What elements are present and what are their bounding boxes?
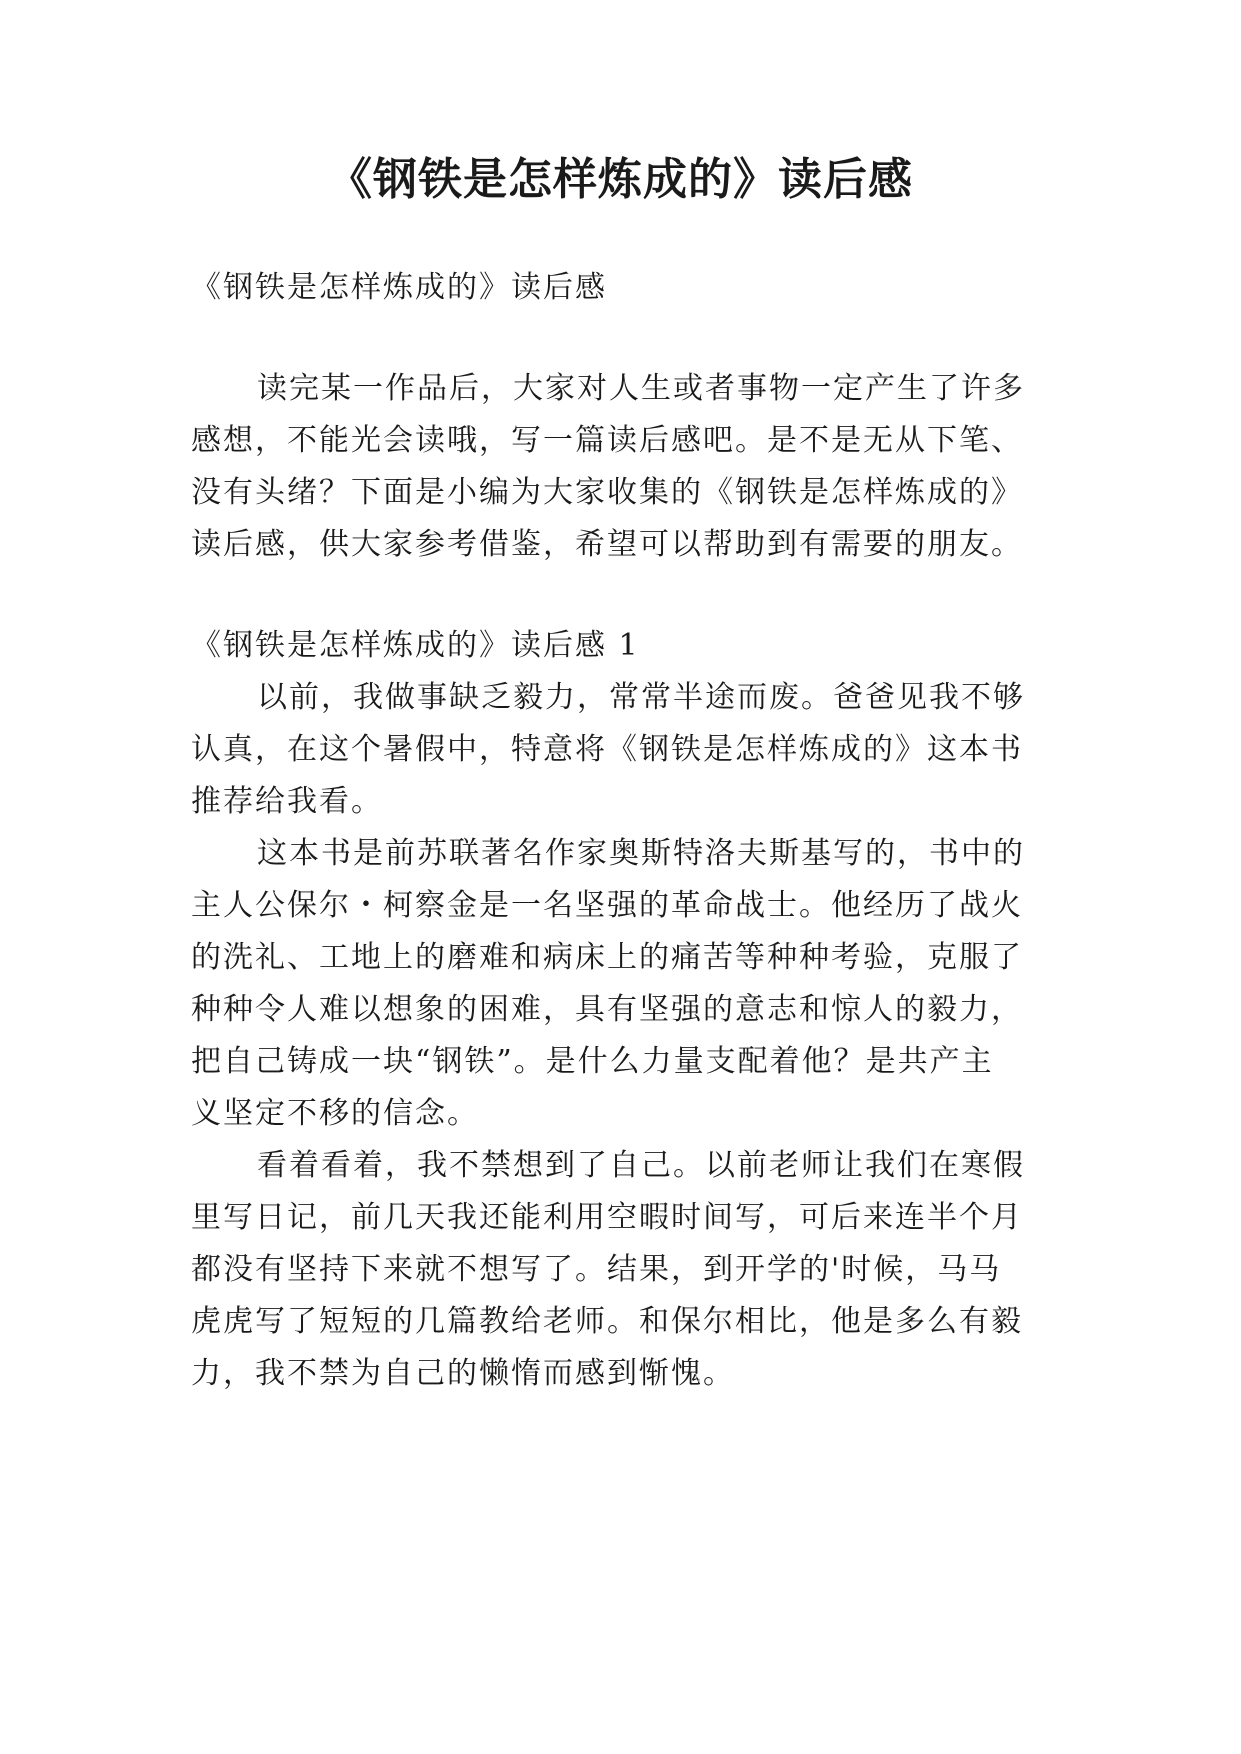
paragraph2-line-6: 义坚定不移的信念。 bbox=[191, 1096, 479, 1131]
document-subtitle: 《钢铁是怎样炼成的》读后感 bbox=[191, 270, 607, 305]
paragraph2-line-1: 这本书是前苏联著名作家奥斯特洛夫斯基写的，书中的 bbox=[257, 836, 1025, 871]
paragraph2-line-3: 的洗礼、工地上的磨难和病床上的痛苦等种种考验，克服了 bbox=[191, 940, 1023, 975]
paragraph2-line-4: 种种令人难以想象的困难，具有坚强的意志和惊人的毅力， bbox=[191, 992, 1023, 1027]
intro-line-3: 没有头绪？下面是小编为大家收集的《钢铁是怎样炼成的》 bbox=[191, 475, 1023, 510]
paragraph3-line-4: 虎虎写了短短的几篇教给老师。和保尔相比，他是多么有毅 bbox=[191, 1304, 1023, 1339]
paragraph1-line-3: 推荐给我看。 bbox=[191, 784, 383, 819]
paragraph3-line-5: 力，我不禁为自己的懒惰而感到惭愧。 bbox=[191, 1356, 735, 1391]
intro-line-2: 感想，不能光会读哦，写一篇读后感吧。是不是无从下笔、 bbox=[191, 423, 1023, 458]
paragraph1-line-2: 认真，在这个暑假中，特意将《钢铁是怎样炼成的》这本书 bbox=[191, 732, 1023, 767]
document-title: 《钢铁是怎样炼成的》读后感 bbox=[328, 154, 913, 205]
paragraph3-line-3: 都没有坚持下来就不想写了。结果，到开学的'时候，马马 bbox=[191, 1252, 1002, 1287]
intro-line-4: 读后感，供大家参考借鉴，希望可以帮助到有需要的朋友。 bbox=[191, 527, 1023, 562]
paragraph3-line-2: 里写日记，前几天我还能利用空暇时间写，可后来连半个月 bbox=[191, 1200, 1023, 1235]
paragraph2-line-5: 把自己铸成一块“钢铁”。是什么力量支配着他？是共产主 bbox=[191, 1044, 994, 1079]
paragraph3-line-1: 看着看着，我不禁想到了自己。以前老师让我们在寒假 bbox=[257, 1148, 1025, 1183]
section-heading: 《钢铁是怎样炼成的》读后感 1 bbox=[191, 628, 640, 663]
intro-line-1: 读完某一作品后，大家对人生或者事物一定产生了许多 bbox=[257, 371, 1025, 406]
paragraph1-line-1: 以前，我做事缺乏毅力，常常半途而废。爸爸见我不够 bbox=[257, 680, 1025, 715]
paragraph2-line-2: 主人公保尔・柯察金是一名坚强的革命战士。他经历了战火 bbox=[191, 888, 1023, 923]
